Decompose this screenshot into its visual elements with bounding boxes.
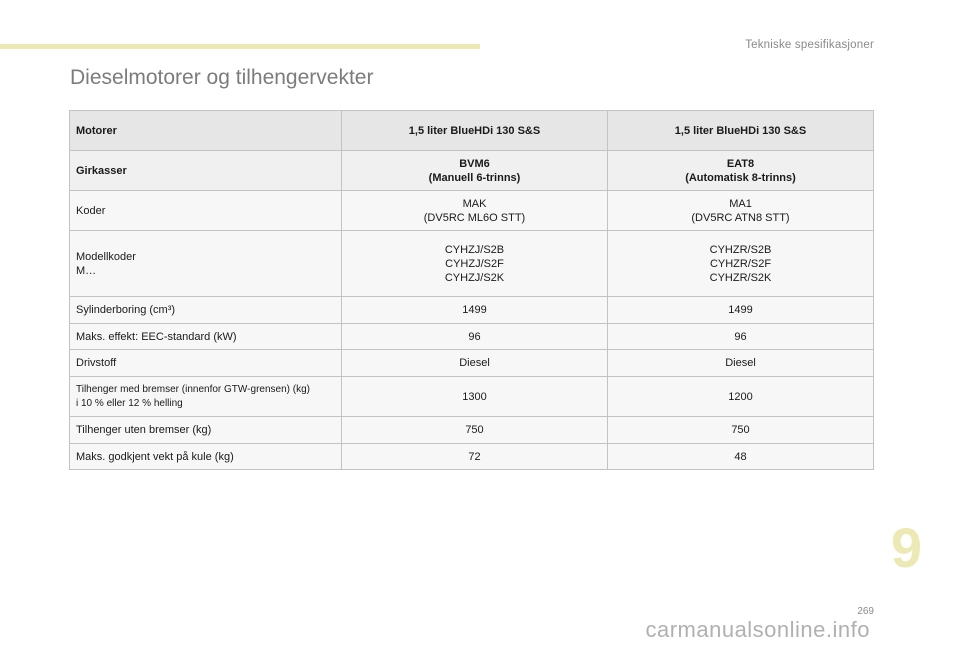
table-row-koder: [70, 191, 874, 231]
cell-manual: 72: [342, 444, 608, 470]
row-label: Tilhenger med bremser (innenfor GTW-grensen) (kg) i 10 % eller 12 % helling: [70, 377, 342, 417]
cell-automatic: Diesel: [608, 350, 874, 377]
page-title: Dieselmotorer og tilhengervekter: [70, 66, 374, 89]
row-label: Drivstoff: [70, 350, 342, 377]
cell-automatic: 1200: [608, 377, 874, 417]
cell-manual: MAK (DV5RC ML6O STT): [342, 191, 608, 231]
cell-automatic: 1499: [608, 297, 874, 324]
cell-manual: 1300: [342, 377, 608, 417]
row-label: Tilhenger uten bremser (kg): [70, 417, 342, 444]
table-row-drivstoff: [70, 350, 874, 377]
row-label: Maks. effekt: EEC-standard (kW): [70, 324, 342, 350]
row-label: Maks. godkjent vekt på kule (kg): [70, 444, 342, 470]
watermark: carmanualsonline.info: [645, 617, 870, 642]
table-row-motorer: [70, 111, 874, 151]
section-title: Tekniske spesifikasjoner: [745, 39, 874, 51]
row-label: Modellkoder M…: [70, 231, 342, 297]
cell-manual: 750: [342, 417, 608, 444]
table-row-vekt-pa-kule: [70, 444, 874, 470]
cell-automatic: 1,5 liter BlueHDi 130 S&S: [608, 111, 874, 151]
spec-table: [69, 110, 874, 470]
cell-manual: 1499: [342, 297, 608, 324]
cell-manual: Diesel: [342, 350, 608, 377]
row-label: Sylinderboring (cm³): [70, 297, 342, 324]
cell-automatic: MA1 (DV5RC ATN8 STT): [608, 191, 874, 231]
table-row-girkasser: [70, 151, 874, 191]
table-row-tilhenger-uten-bremser: [70, 417, 874, 444]
chapter-number: 9: [890, 516, 922, 579]
cell-automatic: 96: [608, 324, 874, 350]
cell-manual: 1,5 liter BlueHDi 130 S&S: [342, 111, 608, 151]
cell-automatic: 48: [608, 444, 874, 470]
row-label: Motorer: [70, 111, 342, 151]
table-row-sylinderboring: [70, 297, 874, 324]
table-row-modellkoder: [70, 231, 874, 297]
cell-manual: BVM6 (Manuell 6-trinns): [342, 151, 608, 191]
cell-manual: 96: [342, 324, 608, 350]
cell-automatic: CYHZR/S2B CYHZR/S2F CYHZR/S2K: [608, 231, 874, 297]
row-label: Girkasser: [70, 151, 342, 191]
row-label: Koder: [70, 191, 342, 231]
cell-automatic: EAT8 (Automatisk 8-trinns): [608, 151, 874, 191]
page-number: 269: [857, 606, 874, 617]
table-row-tilhenger-med-bremser: [70, 377, 874, 417]
cell-manual: CYHZJ/S2B CYHZJ/S2F CYHZJ/S2K: [342, 231, 608, 297]
table-row-maks-effekt: [70, 324, 874, 350]
header-accent-bar: [0, 44, 480, 49]
cell-automatic: 750: [608, 417, 874, 444]
